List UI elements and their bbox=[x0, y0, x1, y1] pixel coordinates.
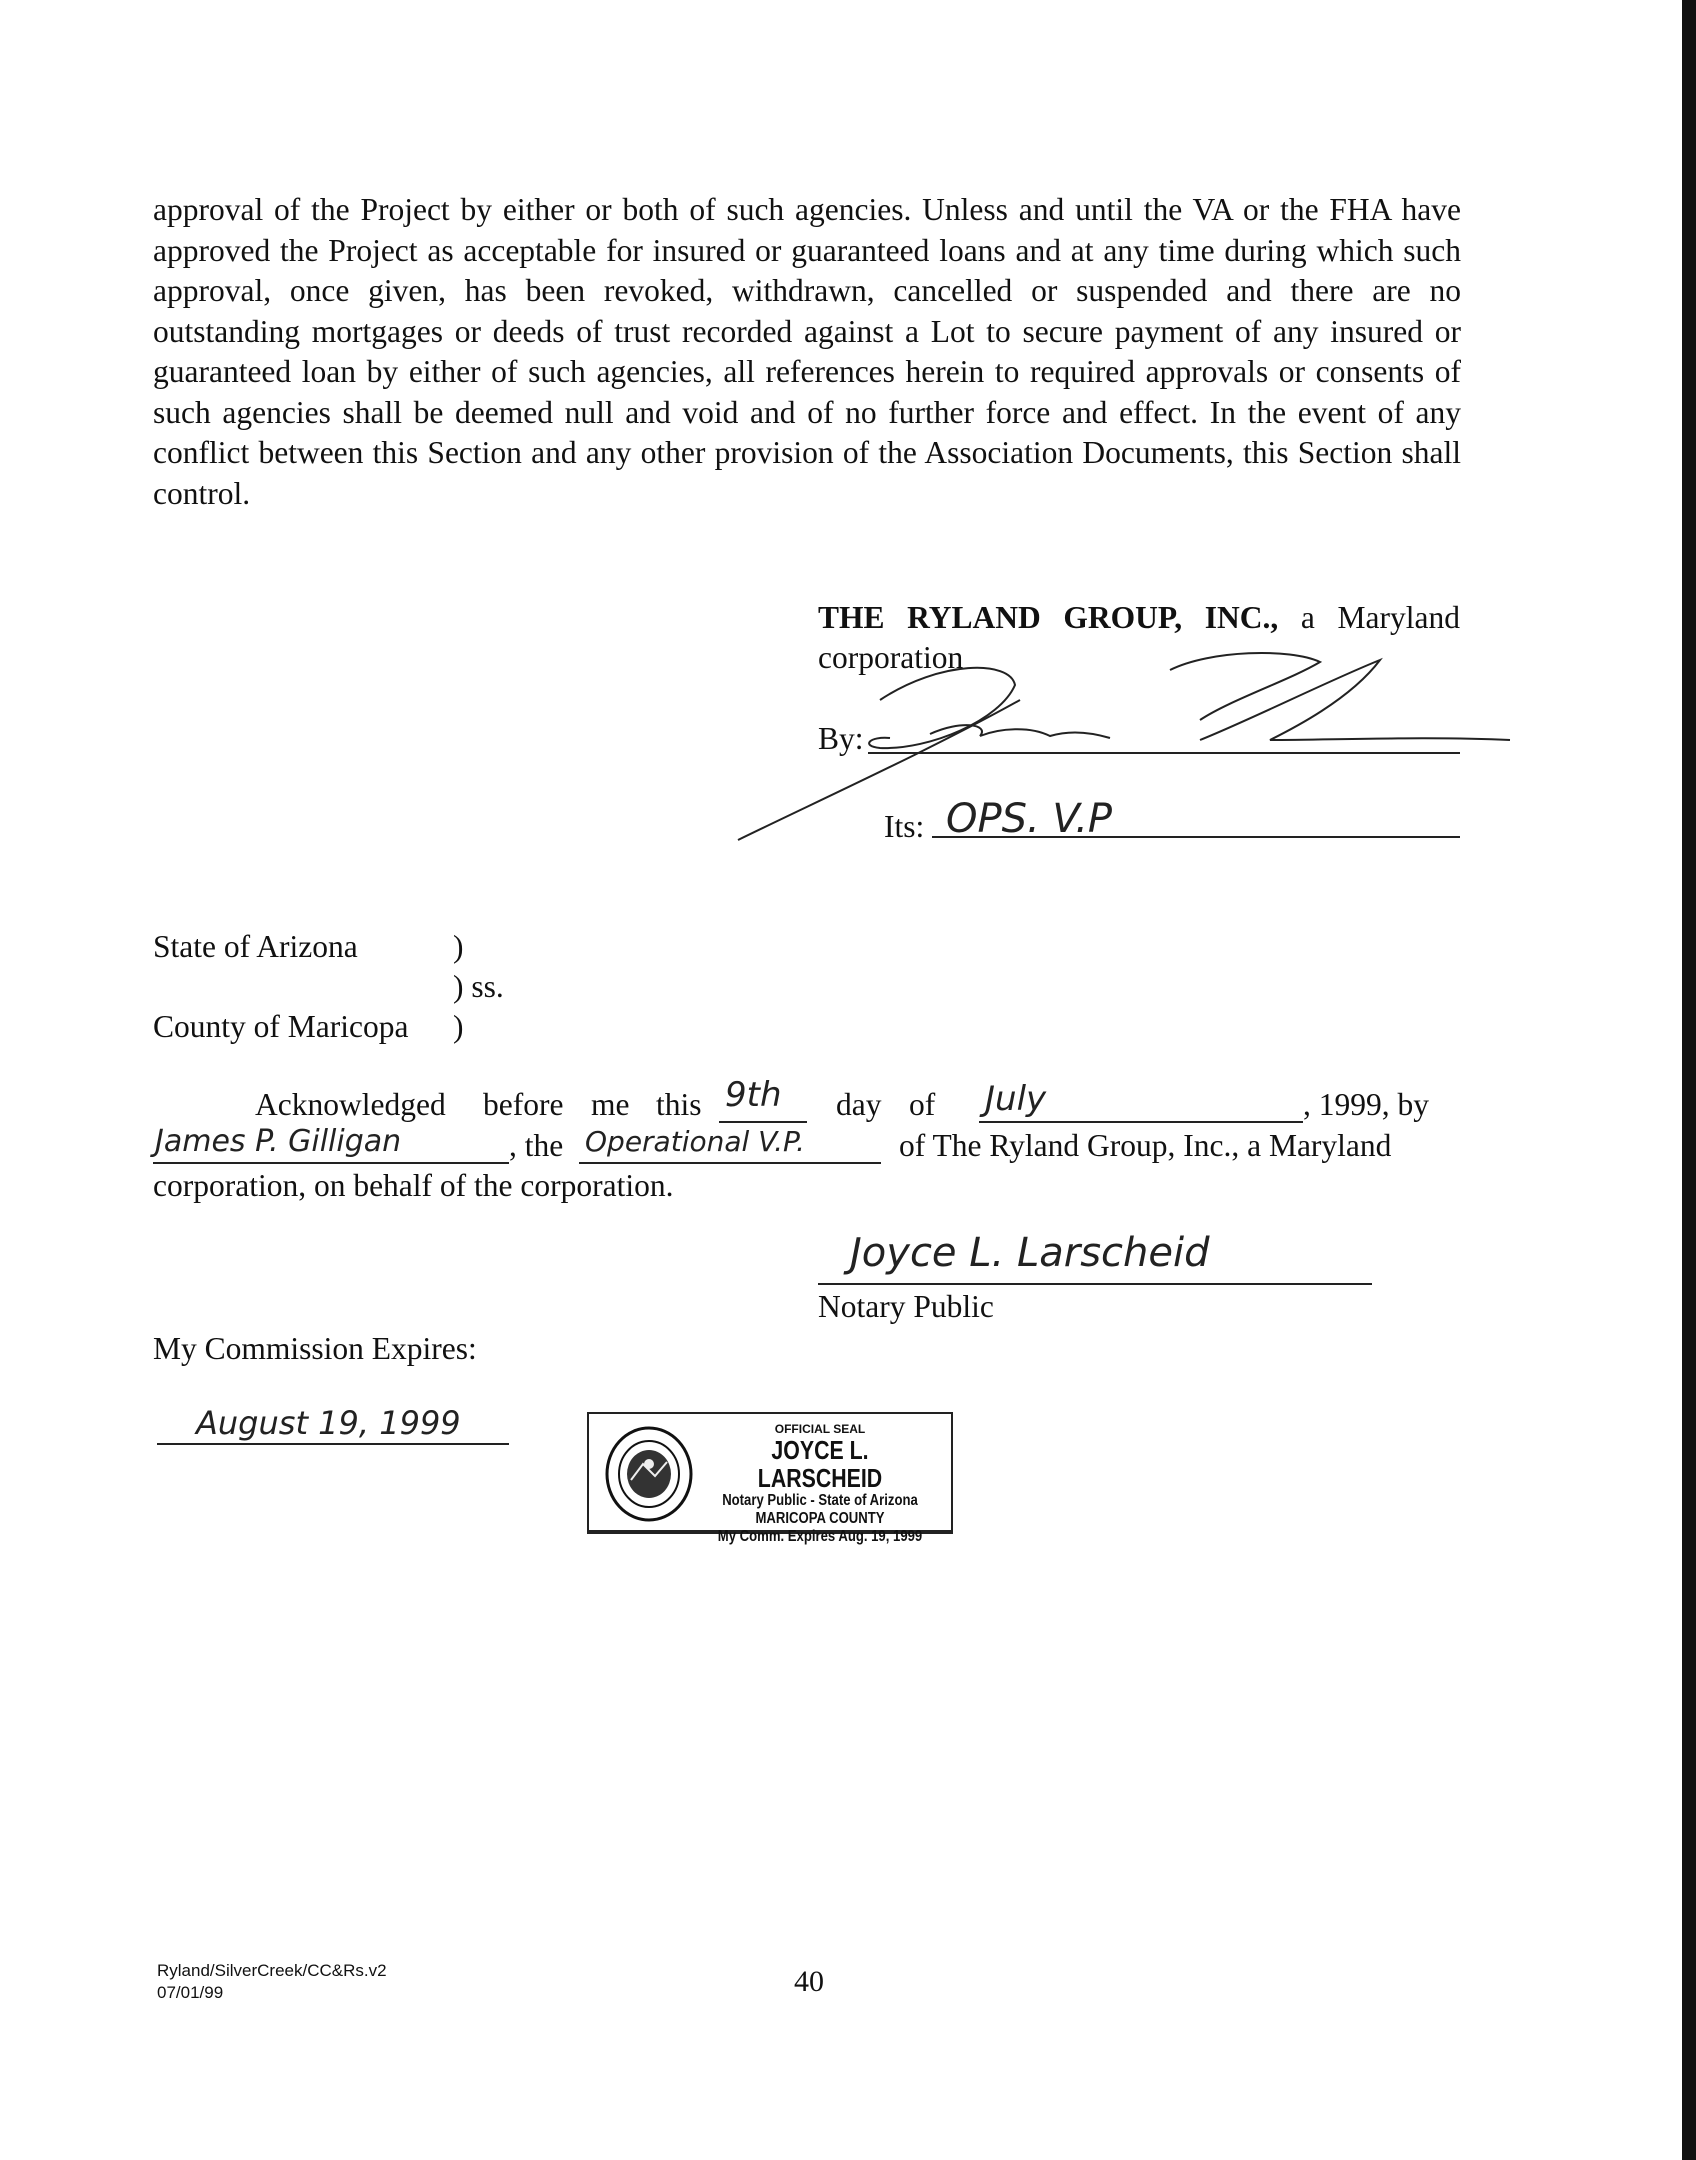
ack-word-day: day bbox=[836, 1087, 882, 1122]
company-suffix: a Maryland corporation bbox=[818, 600, 1460, 675]
ack-title-line bbox=[579, 1162, 881, 1164]
footer-ref-line-2: 07/01/99 bbox=[157, 1983, 224, 2002]
commission-date-line bbox=[157, 1443, 509, 1445]
ack-word-this: this bbox=[656, 1087, 702, 1122]
seal-line-4: MARICOPA COUNTY bbox=[755, 1510, 885, 1527]
seal-line-2: JOYCE L. LARSCHEID bbox=[757, 1435, 883, 1493]
ack-word-me: me bbox=[591, 1087, 630, 1122]
venue-ss: ) ss. bbox=[453, 969, 504, 1004]
ack-day-value: 9th bbox=[725, 1075, 782, 1115]
notary-label: Notary Public bbox=[818, 1289, 994, 1324]
venue-county: County of Maricopa bbox=[153, 1009, 409, 1044]
notary-signature-line bbox=[818, 1283, 1372, 1285]
company-name: THE RYLAND GROUP, INC., bbox=[818, 600, 1279, 635]
ack-rest: of The Ryland Group, Inc., a Maryland bbox=[899, 1127, 1392, 1163]
notary-seal bbox=[587, 1412, 953, 1545]
ack-word-before: before bbox=[483, 1087, 564, 1122]
ack-word-of: of bbox=[909, 1087, 936, 1122]
ack-year: , 1999, by bbox=[1303, 1087, 1429, 1122]
ack-line-2 bbox=[153, 1123, 1461, 1167]
ack-line-3 bbox=[153, 1166, 1461, 1207]
state-seal-icon bbox=[603, 1424, 695, 1524]
seal-line-1: OFFICIAL SEAL bbox=[774, 1422, 866, 1436]
seal-text bbox=[691, 1422, 949, 1546]
ack-month-line bbox=[979, 1121, 1303, 1123]
its-label: Its: bbox=[884, 809, 925, 844]
venue-state: State of Arizona bbox=[153, 929, 358, 964]
footer-ref-line-1: Ryland/SilverCreek/CC&Rs.v2 bbox=[157, 1961, 387, 1980]
ack-closing: corporation, on behalf of the corporation. bbox=[153, 1168, 674, 1203]
venue-paren-3: ) bbox=[453, 1009, 464, 1044]
body-paragraph: approval of the Project by either or both of such agencies. Unless and until the VA or the FHA have approved the Project as acceptable for insured or guaranteed loans and at any time during which such approval, once given, has been revoked, withdrawn, cancelled or suspended and there are no outstanding mortgages or deeds of trust recorded against a Lot to secure payment of any insured or guaranteed loan by either of such agencies, all references herein to required approvals or consents of such agencies shall be deemed null and void and of no further force and effect. In the event of any conflict between this Section and any other provision of the Association Documents, this Section shall control. bbox=[153, 192, 1461, 511]
ack-name-value: James P. Gilligan bbox=[155, 1123, 402, 1159]
footer-reference bbox=[157, 1960, 387, 2004]
ack-name-line bbox=[153, 1162, 509, 1164]
acknowledgment bbox=[153, 1075, 1461, 1207]
its-value: OPS. V.P bbox=[946, 796, 1113, 842]
ack-month-value: July bbox=[985, 1079, 1047, 1119]
ack-line-1 bbox=[153, 1075, 1461, 1126]
ack-word-acknowledged: Acknowledged bbox=[255, 1087, 446, 1122]
venue-paren-1: ) bbox=[453, 929, 464, 964]
ack-the: , the bbox=[509, 1127, 564, 1163]
notary-signature: Joyce L. Larscheid bbox=[850, 1230, 1210, 1276]
scan-edge bbox=[1682, 0, 1696, 2160]
seal-line-5: My Comm. Expires Aug. 19, 1999 bbox=[717, 1528, 923, 1545]
ack-title-value: Operational V.P. bbox=[585, 1124, 805, 1158]
seal-line-3: Notary Public - State of Arizona bbox=[722, 1492, 918, 1509]
commission-date: August 19, 1999 bbox=[196, 1404, 461, 1442]
page-number: 40 bbox=[794, 1965, 824, 1998]
commission-label: My Commission Expires: bbox=[153, 1331, 477, 1366]
by-label: By: bbox=[818, 721, 864, 756]
officer-signature bbox=[730, 640, 1520, 860]
